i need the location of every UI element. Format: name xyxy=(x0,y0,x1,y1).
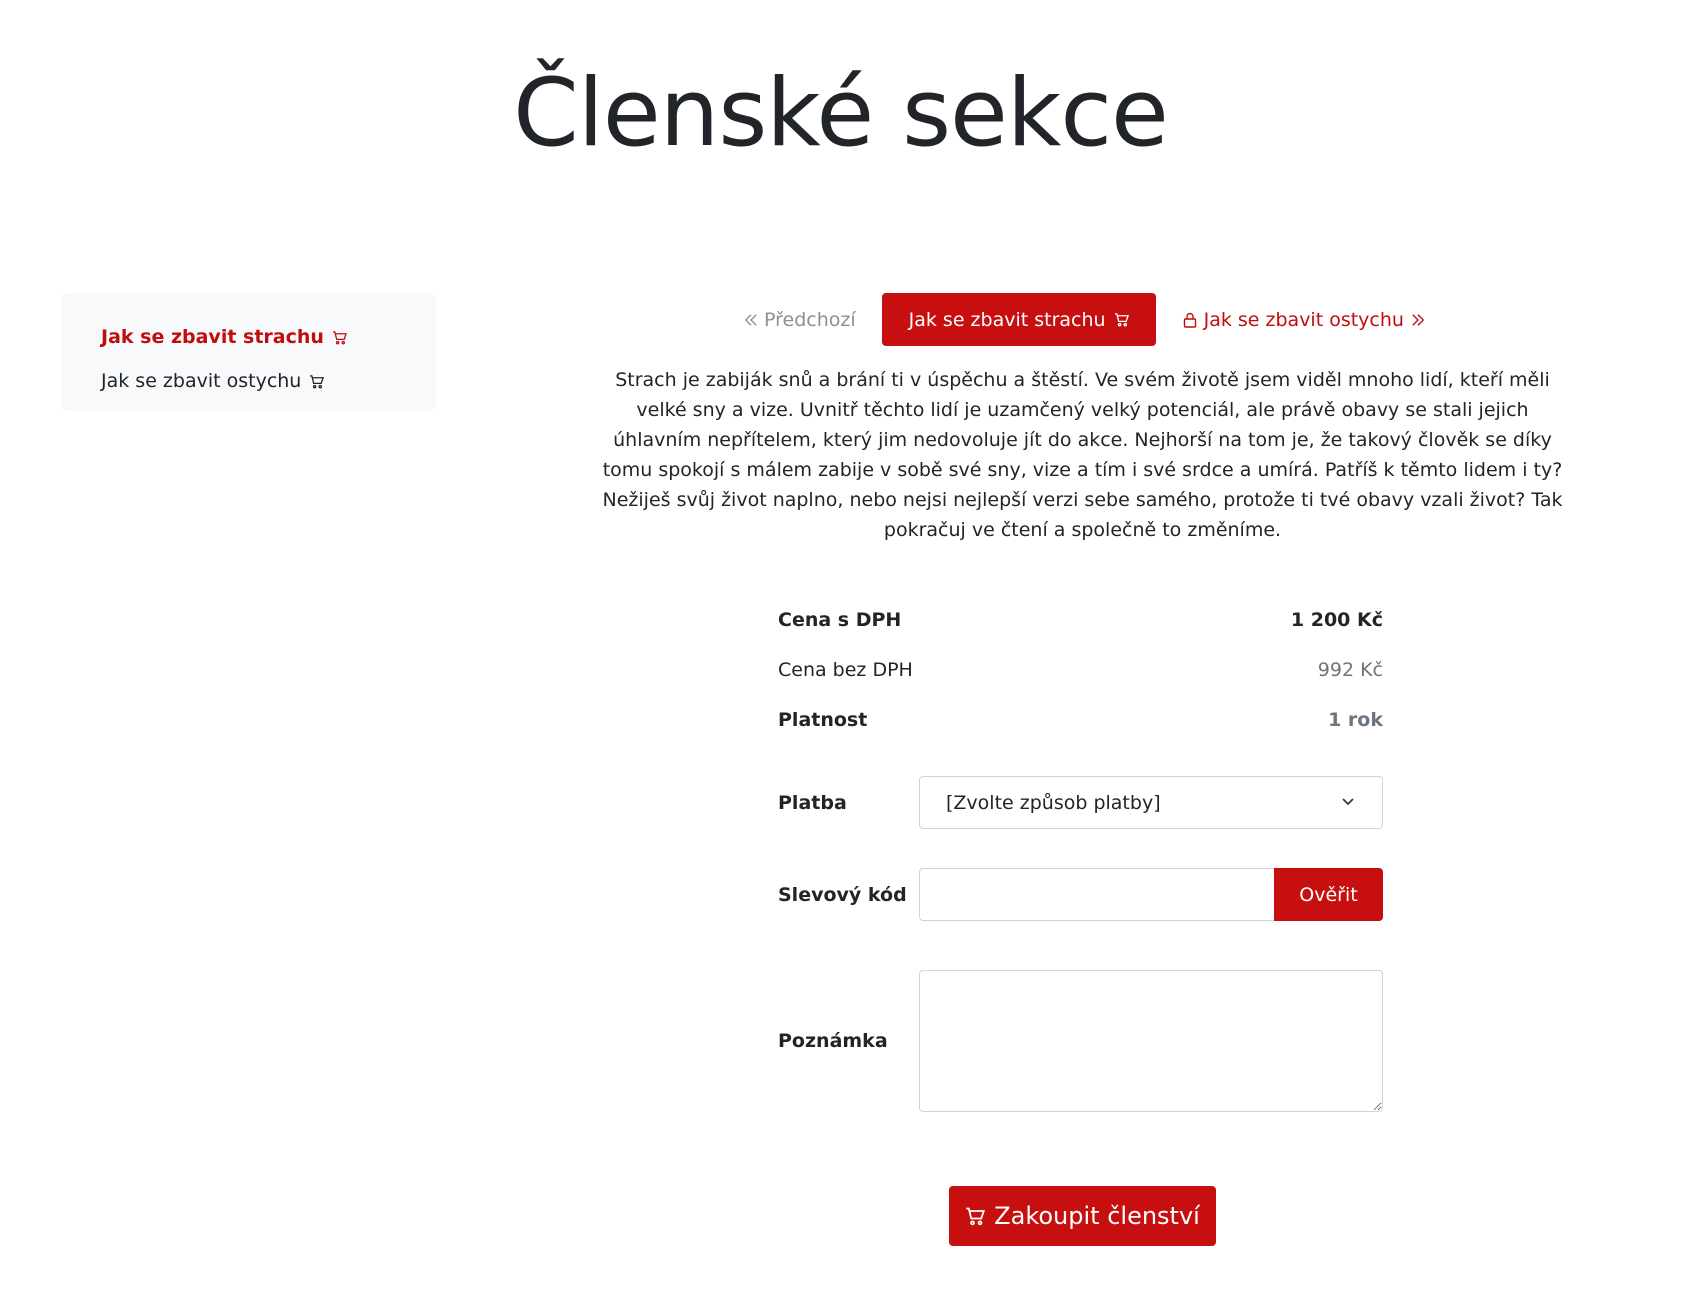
discount-row xyxy=(778,868,1383,921)
validity-label: Platnost xyxy=(778,709,868,731)
buy-membership-button[interactable] xyxy=(949,1186,1216,1246)
double-chevron-right-icon xyxy=(1411,313,1425,327)
lock-icon xyxy=(1183,312,1197,328)
sidebar-item-label: Jak se zbavit ostychu xyxy=(101,370,302,392)
verify-button[interactable]: Ověřit xyxy=(1274,868,1383,921)
prev-label: Předchozí xyxy=(764,308,856,331)
page-title: Členské sekce xyxy=(513,59,1168,168)
section-description: Strach je zabiják snů a brání ti v úspěchu a štěstí. Ve svém životě jsem viděl mnoho lidí, kteří měli velké sny a vize. Uvnitř těchto lidí je uzamčený velký potenciál, ale právě obavy se stali jejich úhlavním nepřítelem, který jim nedovoluje jít do akce. Nejhorší na tom je, že takový člověk se díky tomu spokojí s málem zabije v sobě své sny, vize a tím i své srdce a umírá. Patříš k těmto lidem i ty? Nežiješ svůj život naplno, nebo nejsi nejlepší verzi sebe samého, protože ti tvé obavy vzali život? Tak pokračuj ve čtení a společně to změníme. xyxy=(602,369,1563,541)
cart-icon xyxy=(332,330,347,345)
payment-select[interactable] xyxy=(919,776,1383,829)
prev-link xyxy=(744,309,856,331)
price-without-vat-label: Cena bez DPH xyxy=(778,659,913,681)
note-label: Poznámka xyxy=(778,1030,888,1052)
sidebar xyxy=(61,293,436,411)
payment-label: Platba xyxy=(778,791,847,814)
discount-label: Slevový kód xyxy=(778,883,907,906)
note-textarea[interactable] xyxy=(919,970,1383,1112)
validity-value: 1 rok xyxy=(1328,709,1383,731)
note-row xyxy=(778,970,1383,1112)
buy-membership-label: Zakoupit členství xyxy=(994,1202,1200,1230)
sidebar-item-ostych[interactable] xyxy=(101,359,436,403)
price-without-vat-value: 992 Kč xyxy=(1317,659,1383,681)
chevron-down-icon xyxy=(1340,792,1356,814)
cart-icon xyxy=(1114,312,1129,327)
price-with-vat-label: Cena s DPH xyxy=(778,609,902,631)
price-without-vat-row xyxy=(778,659,1383,681)
current-chapter-button[interactable] xyxy=(882,293,1156,346)
double-chevron-left-icon xyxy=(744,313,758,327)
cart-icon xyxy=(965,1206,985,1226)
next-link[interactable] xyxy=(1183,309,1425,331)
next-label: Jak se zbavit ostychu xyxy=(1203,308,1404,331)
sidebar-item-label: Jak se zbavit strachu xyxy=(101,326,324,348)
price-with-vat-row xyxy=(778,609,1383,631)
cart-icon xyxy=(309,374,324,389)
payment-row xyxy=(778,776,1383,829)
current-chapter-label: Jak se zbavit strachu xyxy=(908,308,1106,331)
chapter-nav xyxy=(744,293,1425,346)
discount-code-input[interactable] xyxy=(919,868,1274,921)
discount-input-group xyxy=(919,868,1383,921)
payment-selected-value: [Zvolte způsob platby] xyxy=(946,791,1161,814)
price-with-vat-value: 1 200 Kč xyxy=(1290,609,1383,631)
sidebar-item-strach[interactable] xyxy=(101,315,436,359)
validity-row xyxy=(778,709,1383,731)
